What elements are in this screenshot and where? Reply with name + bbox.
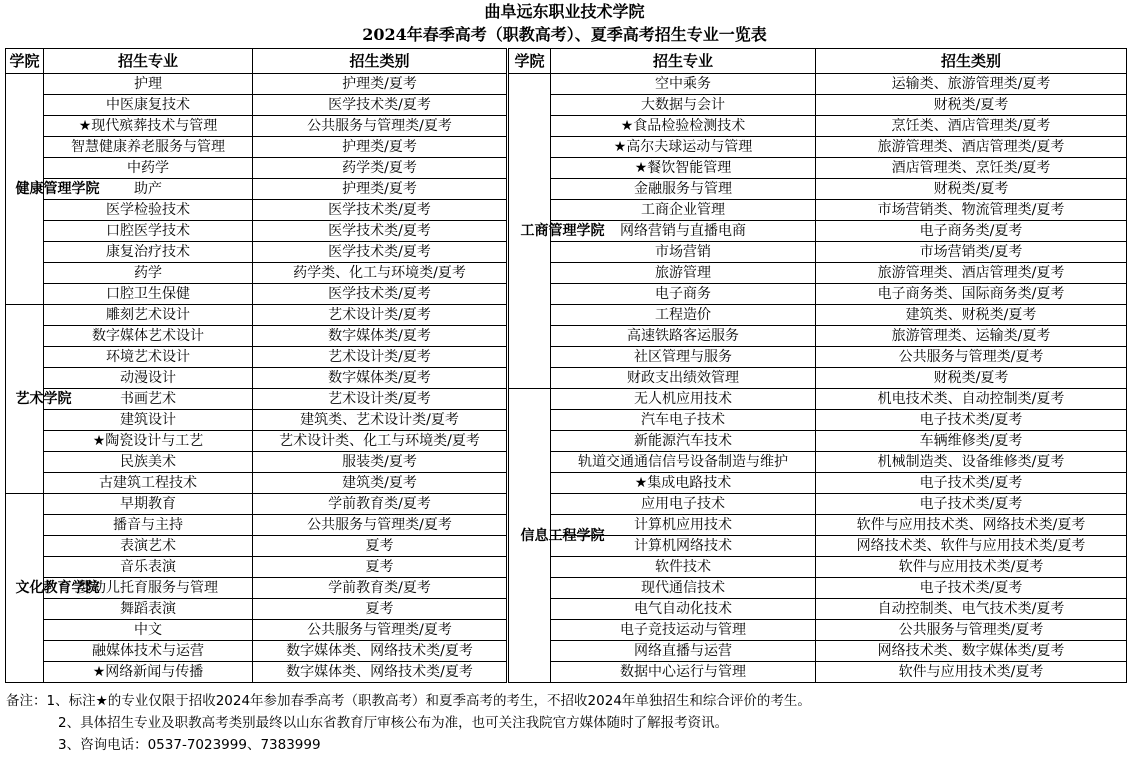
table-row [509, 200, 1127, 221]
category-cell: 软件与应用技术类/夏考 [816, 662, 1127, 683]
category-cell: 艺术设计类/夏考 [253, 347, 507, 368]
major-cell: 护理 [44, 74, 253, 95]
major-cell: ★食品检验检测技术 [551, 116, 816, 137]
major-cell: ★现代殡葬技术与管理 [44, 116, 253, 137]
category-cell: 软件与应用技术类、网络技术类/夏考 [816, 515, 1127, 536]
major-cell: 高速铁路客运服务 [551, 326, 816, 347]
table-row [6, 473, 507, 494]
major-cell: 动漫设计 [44, 368, 253, 389]
major-cell: 书画艺术 [44, 389, 253, 410]
category-cell: 电子技术类/夏考 [816, 410, 1127, 431]
category-cell: 旅游管理类、酒店管理类/夏考 [816, 137, 1127, 158]
major-cell: 中药学 [44, 158, 253, 179]
note-2: 2、具体招生专业及职教高考类别最终以山东省教育厅审核公布为准，也可关注我院官方媒体随时了解报考资讯。 [58, 715, 729, 731]
major-cell: 早期教育 [44, 494, 253, 515]
table-row [6, 347, 507, 368]
table-row [6, 641, 507, 662]
table-row [509, 305, 1127, 326]
major-cell: 新能源汽车技术 [551, 431, 816, 452]
category-cell: 药学类/夏考 [253, 158, 507, 179]
table-title: 2024年春季高考（职教高考）、夏季高考招生专业一览表 [362, 25, 767, 44]
major-cell: 财政支出绩效管理 [551, 368, 816, 389]
college-name: 文化教育学院 [15, 580, 100, 596]
table-row [509, 431, 1127, 452]
notes [6, 690, 1126, 756]
table-row [509, 599, 1127, 620]
major-cell: 中医康复技术 [44, 95, 253, 116]
category-cell: 艺术设计类、化工与环境类/夏考 [253, 431, 507, 452]
category-cell: 数字媒体类、网络技术类/夏考 [253, 641, 507, 662]
table-row [6, 494, 507, 515]
category-cell: 公共服务与管理类/夏考 [253, 620, 507, 641]
category-cell: 车辆维修类/夏考 [816, 431, 1127, 452]
college-cell [6, 494, 100, 683]
table-row [6, 599, 507, 620]
major-cell: 社区管理与服务 [551, 347, 816, 368]
major-cell: 中文 [44, 620, 253, 641]
college-cell [509, 389, 605, 683]
major-cell: 数据中心运行与管理 [551, 662, 816, 683]
table-row [6, 536, 507, 557]
college-header: 学院 [6, 49, 44, 74]
college-cell [6, 305, 72, 494]
category-cell: 公共服务与管理类/夏考 [816, 620, 1127, 641]
major-cell: 电气自动化技术 [551, 599, 816, 620]
table-row [6, 116, 507, 137]
major-cell: ★餐饮智能管理 [551, 158, 816, 179]
table-row [509, 452, 1127, 473]
category-cell: 酒店管理类、烹饪类/夏考 [816, 158, 1127, 179]
major-cell: 软件技术 [551, 557, 816, 578]
major-cell: 舞蹈表演 [44, 599, 253, 620]
category-cell: 数字媒体类/夏考 [253, 326, 507, 347]
table-row [6, 410, 507, 431]
major-cell: 现代通信技术 [551, 578, 816, 599]
category-cell: 市场营销类/夏考 [816, 242, 1127, 263]
category-cell: 网络技术类、软件与应用技术类/夏考 [816, 536, 1127, 557]
major-cell: 空中乘务 [551, 74, 816, 95]
college-name: 健康管理学院 [15, 181, 100, 197]
table-row [509, 326, 1127, 347]
table-row [509, 158, 1127, 179]
category-cell: 药学类、化工与环境类/夏考 [253, 263, 507, 284]
table-row [6, 200, 507, 221]
note-1: 备注：1、标注★的专业仅限于招收2024年参加春季高考（职教高考）和夏季高考的考生，不招收2024年单独招生和综合评价的考生。 [6, 693, 811, 709]
major-cell: ★高尔夫球运动与管理 [551, 137, 816, 158]
table-row [6, 284, 507, 305]
table-row [509, 116, 1127, 137]
table-row [6, 662, 507, 683]
major-cell: 民族美术 [44, 452, 253, 473]
category-cell: 夏考 [253, 557, 507, 578]
category-cell: 机电技术类、自动控制类/夏考 [816, 389, 1127, 410]
category-cell: 财税类/夏考 [816, 95, 1127, 116]
category-cell: 医学技术类/夏考 [253, 95, 507, 116]
category-cell: 建筑类/夏考 [253, 473, 507, 494]
table-row [6, 242, 507, 263]
table-row [509, 557, 1127, 578]
category-cell: 机械制造类、设备维修类/夏考 [816, 452, 1127, 473]
major-cell: 轨道交通通信信号设备制造与维护 [551, 452, 816, 473]
major-cell: 工程造价 [551, 305, 816, 326]
category-cell: 电子商务类/夏考 [816, 221, 1127, 242]
category-cell: 学前教育类/夏考 [253, 494, 507, 515]
category-cell: 护理类/夏考 [253, 74, 507, 95]
category-cell: 学前教育类/夏考 [253, 578, 507, 599]
major-cell: 口腔卫生保健 [44, 284, 253, 305]
category-cell: 建筑类、财税类/夏考 [816, 305, 1127, 326]
table-row [6, 137, 507, 158]
category-cell: 市场营销类、物流管理类/夏考 [816, 200, 1127, 221]
table-row [6, 389, 507, 410]
major-cell: 智慧健康养老服务与管理 [44, 137, 253, 158]
major-cell: 环境艺术设计 [44, 347, 253, 368]
table-row [6, 326, 507, 347]
major-cell: 播音与主持 [44, 515, 253, 536]
table-row [509, 347, 1127, 368]
major-cell: 工商企业管理 [551, 200, 816, 221]
college-header: 学院 [509, 49, 551, 74]
major-header: 招生专业 [44, 49, 253, 74]
major-cell: 口腔医学技术 [44, 221, 253, 242]
college-name: 信息工程学院 [520, 527, 605, 544]
major-header: 招生专业 [551, 49, 816, 74]
category-cell: 网络技术类、数字媒体类/夏考 [816, 641, 1127, 662]
category-cell: 公共服务与管理类/夏考 [253, 116, 507, 137]
major-cell: ★集成电路技术 [551, 473, 816, 494]
table-row [509, 179, 1127, 200]
category-cell: 服装类/夏考 [253, 452, 507, 473]
table-row [509, 74, 1127, 95]
category-cell: 公共服务与管理类/夏考 [253, 515, 507, 536]
category-header: 招生类别 [816, 49, 1127, 74]
major-cell: 电子商务 [551, 284, 816, 305]
major-cell: 汽车电子技术 [551, 410, 816, 431]
right-table [508, 48, 1127, 683]
major-cell: 康复治疗技术 [44, 242, 253, 263]
major-cell: 雕刻艺术设计 [44, 305, 253, 326]
category-cell: 数字媒体类/夏考 [253, 368, 507, 389]
category-cell: 运输类、旅游管理类/夏考 [816, 74, 1127, 95]
category-cell: 医学技术类/夏考 [253, 221, 507, 242]
table-row [509, 284, 1127, 305]
table-row [6, 74, 507, 95]
table-row [6, 452, 507, 473]
table-row [509, 410, 1127, 431]
college-cell [6, 74, 100, 305]
major-cell: 旅游管理 [551, 263, 816, 284]
major-cell: 助产 [44, 179, 253, 200]
category-cell: 自动控制类、电气技术类/夏考 [816, 599, 1127, 620]
major-cell: 大数据与会计 [551, 95, 816, 116]
category-cell: 数字媒体类、网络技术类/夏考 [253, 662, 507, 683]
major-cell: 医学检验技术 [44, 200, 253, 221]
major-cell: 电子竞技运动与管理 [551, 620, 816, 641]
category-cell: 护理类/夏考 [253, 137, 507, 158]
category-cell: 财税类/夏考 [816, 179, 1127, 200]
category-cell: 建筑类、艺术设计类/夏考 [253, 410, 507, 431]
category-cell: 艺术设计类/夏考 [253, 305, 507, 326]
major-cell: 网络直播与运营 [551, 641, 816, 662]
major-cell: 古建筑工程技术 [44, 473, 253, 494]
major-cell: 音乐表演 [44, 557, 253, 578]
major-cell: 金融服务与管理 [551, 179, 816, 200]
left-header-row [6, 49, 507, 74]
college-name: 艺术学院 [15, 391, 72, 407]
major-cell: 药学 [44, 263, 253, 284]
major-cell: ★陶瓷设计与工艺 [44, 431, 253, 452]
table-row [509, 662, 1127, 683]
category-cell: 电子技术类/夏考 [816, 494, 1127, 515]
category-cell: 医学技术类/夏考 [253, 242, 507, 263]
table-row [509, 620, 1127, 641]
table-row [509, 494, 1127, 515]
category-cell: 电子技术类/夏考 [816, 578, 1127, 599]
category-cell: 护理类/夏考 [253, 179, 507, 200]
category-cell: 夏考 [253, 536, 507, 557]
major-cell: 网络营销与直播电商 [551, 221, 816, 242]
table-row [6, 263, 507, 284]
table-row [509, 473, 1127, 494]
table-row [509, 242, 1127, 263]
major-cell: 无人机应用技术 [551, 389, 816, 410]
category-cell: 电子商务类、国际商务类/夏考 [816, 284, 1127, 305]
left-table [5, 48, 507, 683]
college-cell [509, 74, 605, 389]
category-cell: 电子技术类/夏考 [816, 473, 1127, 494]
major-cell: 建筑设计 [44, 410, 253, 431]
table-row [6, 221, 507, 242]
table-row [6, 557, 507, 578]
table-row [6, 620, 507, 641]
table-row [6, 368, 507, 389]
table-row [6, 431, 507, 452]
major-cell: 融媒体技术与运营 [44, 641, 253, 662]
category-cell: 夏考 [253, 599, 507, 620]
category-cell: 医学技术类/夏考 [253, 284, 507, 305]
major-cell: 表演艺术 [44, 536, 253, 557]
category-header: 招生类别 [253, 49, 507, 74]
note-3: 3、咨询电话：0537-7023999、7383999 [58, 737, 321, 753]
table-row [6, 515, 507, 536]
table-row [509, 389, 1127, 410]
college-name: 工商管理学院 [520, 223, 605, 239]
table-row [509, 95, 1127, 116]
category-cell: 医学技术类/夏考 [253, 200, 507, 221]
right-header-row [509, 49, 1127, 74]
major-cell: 市场营销 [551, 242, 816, 263]
major-cell: ★网络新闻与传播 [44, 662, 253, 683]
table-row [6, 158, 507, 179]
category-cell: 艺术设计类/夏考 [253, 389, 507, 410]
major-cell: 应用电子技术 [551, 494, 816, 515]
category-cell: 软件与应用技术类/夏考 [816, 557, 1127, 578]
table-row [6, 305, 507, 326]
table-row [509, 641, 1127, 662]
table-row [509, 578, 1127, 599]
school-title: 曲阜远东职业技术学院 [484, 2, 645, 21]
major-cell: 计算机网络技术 [551, 536, 816, 557]
table-row [509, 368, 1127, 389]
category-cell: 公共服务与管理类/夏考 [816, 347, 1127, 368]
category-cell: 财税类/夏考 [816, 368, 1127, 389]
major-cell: 数字媒体艺术设计 [44, 326, 253, 347]
table-row [6, 95, 507, 116]
major-cell: 婴幼儿托育服务与管理 [44, 578, 253, 599]
category-cell: 烹饪类、酒店管理类/夏考 [816, 116, 1127, 137]
category-cell: 旅游管理类、酒店管理类/夏考 [816, 263, 1127, 284]
table-row [509, 137, 1127, 158]
table-row [6, 578, 507, 599]
category-cell: 旅游管理类、运输类/夏考 [816, 326, 1127, 347]
table-row [509, 263, 1127, 284]
major-cell: 计算机应用技术 [551, 515, 816, 536]
